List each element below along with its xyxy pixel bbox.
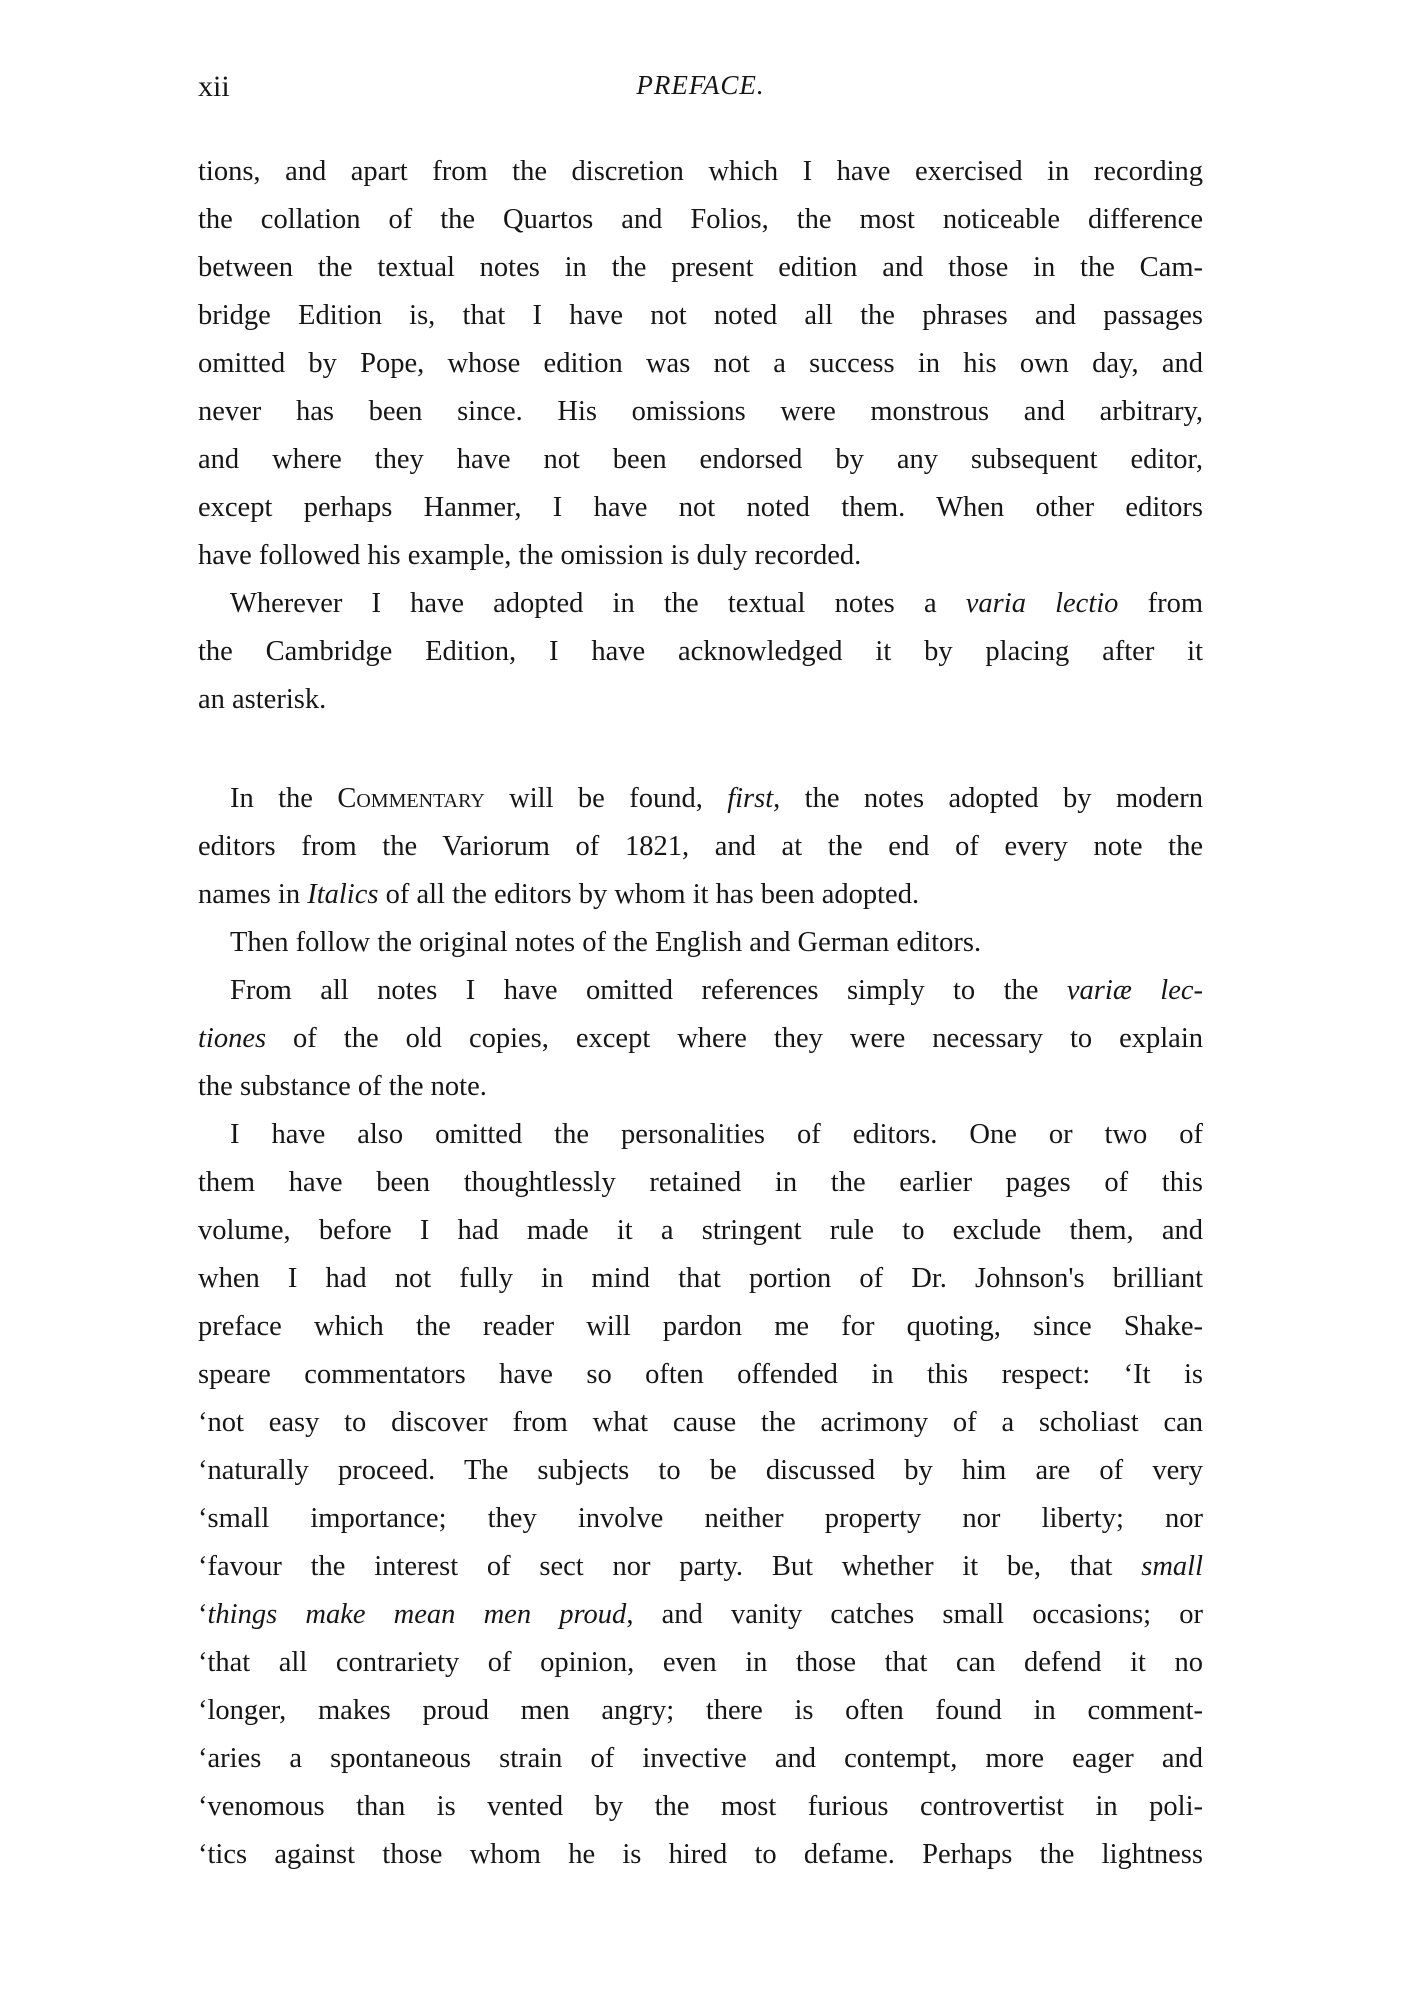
text-line [198, 436, 1203, 484]
text-run: have followed his example, the omission is duly recorded. [198, 540, 862, 571]
running-title: PREFACE. [636, 70, 765, 100]
text-line [198, 823, 1203, 871]
text-line [198, 1399, 1203, 1447]
text-line [198, 871, 1203, 919]
text-line [198, 1255, 1203, 1303]
text-run: ‘naturally proceed. The subjects to be discussed by him are of very [198, 1455, 1203, 1486]
page-header [198, 70, 1203, 114]
text-run: speare commentators have so often offended in this respect: ‘It is [198, 1359, 1203, 1390]
text-line [198, 1831, 1203, 1879]
text-line [198, 967, 1203, 1015]
text-line [198, 484, 1203, 532]
text-run: the Cambridge Edition, I have acknowledged it by placing after it [198, 636, 1203, 667]
text-run: and where they have not been endorsed by any subsequent editor, [198, 444, 1203, 475]
text-run: ‘favour the interest of sect nor party. But whether it be, that [198, 1551, 1142, 1582]
text-line [198, 340, 1203, 388]
text-run: the collation of the Quartos and Folios, the most noticeable difference [198, 204, 1203, 235]
text-run: except perhaps Hanmer, I have not noted them. When other editors [198, 492, 1203, 523]
text-line [198, 1015, 1203, 1063]
text-run: Then follow the original notes of the English and German editors. [230, 927, 982, 958]
italic-text: Italics [307, 879, 379, 910]
text-run: tions, and apart from the discretion which I have exercised in recording [198, 156, 1203, 187]
text-line [198, 1159, 1203, 1207]
page-number: xii [198, 70, 230, 103]
text-run: never has been since. His omissions were monstrous and arbitrary, [198, 396, 1203, 427]
text-run: I have also omitted the personalities of editors. One or two of [230, 1119, 1203, 1150]
italic-text: small [1141, 1551, 1203, 1582]
text-run: when I had not fully in mind that portion of Dr. Johnson's brilliant [198, 1263, 1203, 1294]
text-run: bridge Edition is, that I have not noted all the phrases and passages [198, 300, 1203, 331]
text-line [198, 1063, 1203, 1111]
text-run: ‘that all contrariety of opinion, even in those that can defend it no [198, 1647, 1203, 1678]
text-line [198, 1495, 1203, 1543]
text-line [198, 775, 1203, 823]
text-run: of the old copies, except where they were necessary to explain [266, 1023, 1203, 1054]
paragraph [198, 148, 1203, 580]
text-run: an asterisk. [198, 684, 327, 715]
text-run: the substance of the note. [198, 1071, 487, 1102]
text-run: ‘not easy to discover from what cause the acrimony of a scholiast can [198, 1407, 1203, 1438]
italic-text: first [727, 783, 774, 814]
text-line [198, 580, 1203, 628]
text-run: Wherever I have adopted in the textual notes a [230, 588, 966, 619]
text-run: ‘aries a spontaneous strain of invective and contempt, more eager and [198, 1743, 1203, 1774]
text-run: In the [230, 783, 338, 814]
text-line [198, 1111, 1203, 1159]
text-line [198, 532, 1203, 580]
text-run: volume, before I had made it a stringent rule to exclude them, and [198, 1215, 1203, 1246]
text-line [198, 919, 1203, 967]
text-line [198, 388, 1203, 436]
text-line [198, 1735, 1203, 1783]
text-line [198, 676, 1203, 724]
italic-text: tiones [198, 1023, 267, 1054]
text-run: ‘tics against those whom he is hired to defame. Perhaps the lightness [198, 1839, 1203, 1870]
text-line [198, 1591, 1203, 1639]
text-run: preface which the reader will pardon me for quoting, since Shake- [198, 1311, 1203, 1342]
text-line [198, 1543, 1203, 1591]
page-body [198, 148, 1203, 1879]
text-run: omitted by Pope, whose edition was not a success in his own day, and [198, 348, 1203, 379]
text-run: , the notes adopted by modern [773, 783, 1204, 814]
paragraph [198, 1111, 1203, 1879]
text-line [198, 292, 1203, 340]
text-run: ‘venomous than is vented by the most furious controvertist in poli- [198, 1791, 1203, 1822]
text-line [198, 1207, 1203, 1255]
text-line [198, 148, 1203, 196]
text-line [198, 1783, 1203, 1831]
text-line [198, 244, 1203, 292]
paragraph [198, 919, 1203, 967]
text-line [198, 1351, 1203, 1399]
paragraph [198, 775, 1203, 919]
section-gap [198, 724, 1203, 775]
text-line [198, 1447, 1203, 1495]
text-run: between the textual notes in the present edition and those in the Cam- [198, 252, 1203, 283]
italic-text: variæ lec- [1066, 975, 1203, 1006]
text-run: ‘ [198, 1599, 208, 1630]
text-line [198, 1303, 1203, 1351]
text-run: of all the editors by whom it has been adopted. [378, 879, 920, 910]
text-run: will be found, [484, 783, 728, 814]
text-run: editors from the Variorum of 1821, and at the end of every note the [198, 831, 1203, 862]
text-run: ‘longer, makes proud men angry; there is often found in comment- [198, 1695, 1203, 1726]
small-caps-text: Commentary [337, 783, 485, 814]
text-run: , and vanity catches small occasions; or [626, 1599, 1204, 1630]
text-line [198, 1639, 1203, 1687]
text-run: From all notes I have omitted references simply to the [230, 975, 1067, 1006]
text-line [198, 196, 1203, 244]
italic-text: varia lectio [965, 588, 1119, 619]
text-line [198, 1687, 1203, 1735]
text-run: from [1118, 588, 1203, 619]
paragraph [198, 967, 1203, 1111]
text-run: ‘small importance; they involve neither property nor liberty; nor [198, 1503, 1203, 1534]
text-run: them have been thoughtlessly retained in the earlier pages of this [198, 1167, 1203, 1198]
italic-text: things make mean men proud [207, 1599, 627, 1630]
text-line [198, 628, 1203, 676]
paragraph [198, 580, 1203, 724]
text-run: names in [198, 879, 308, 910]
